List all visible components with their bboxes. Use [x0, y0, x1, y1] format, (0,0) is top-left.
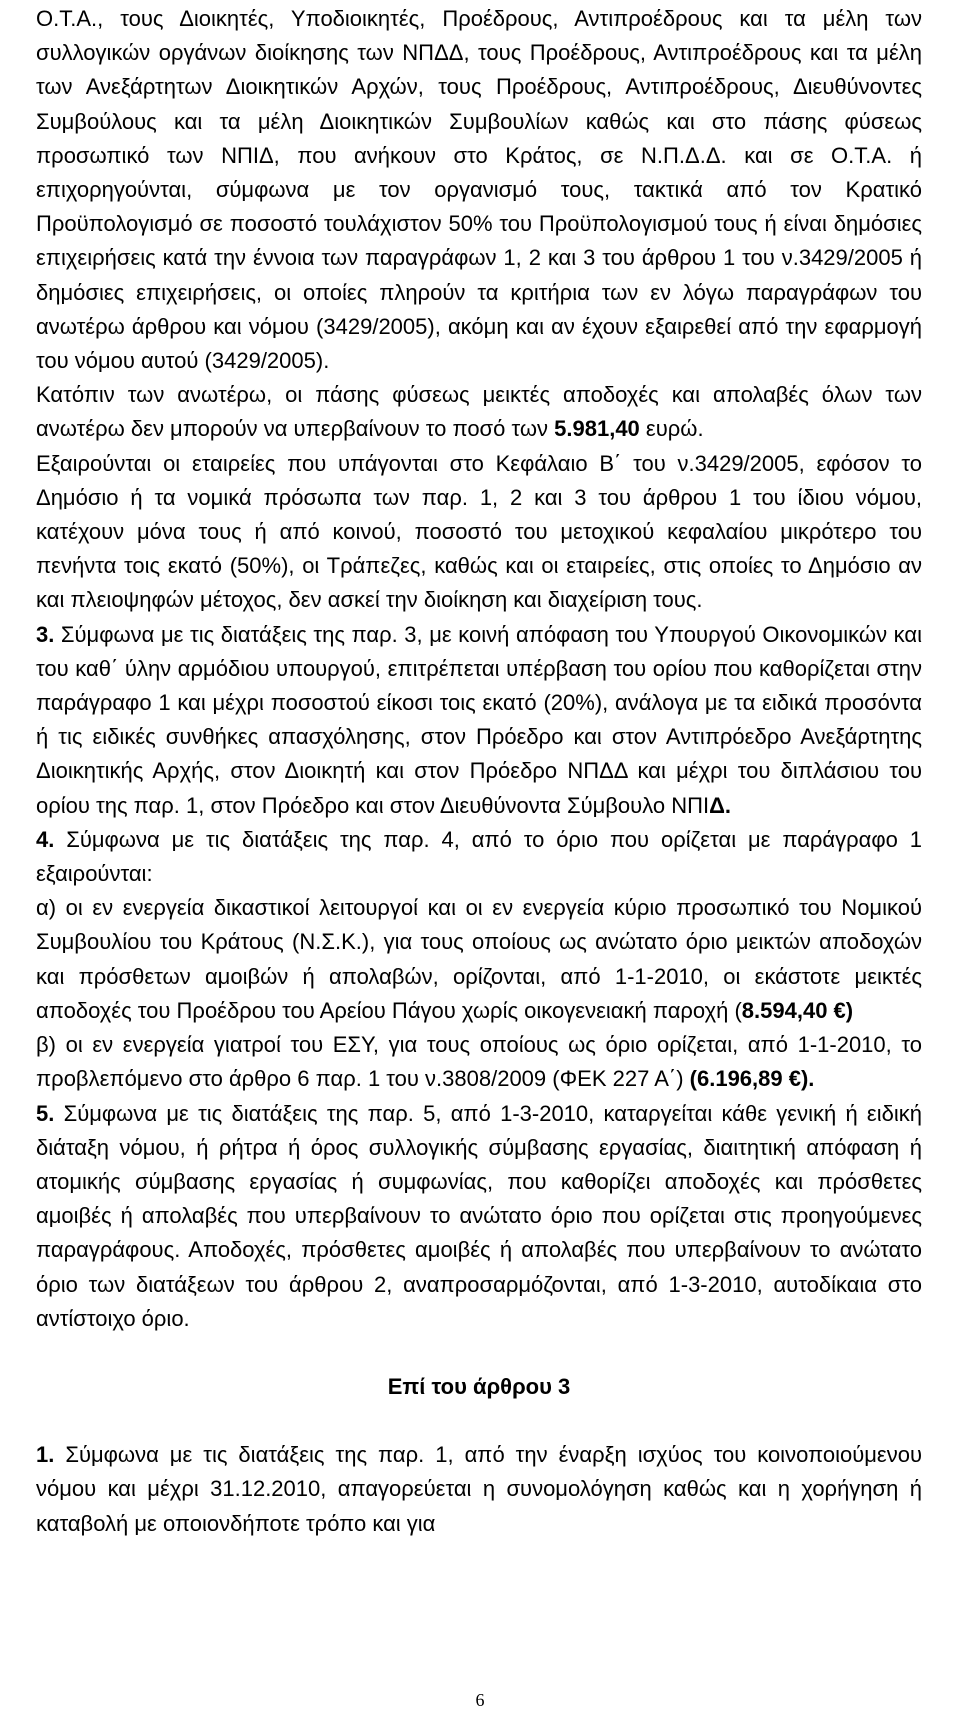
paragraph-4-item-a — [36, 891, 922, 1028]
paragraph-4-text: Σύμφωνα με τις διατάξεις της παρ. 4, από το όριο που ορίζεται με παράγραφο 1 εξαιρούνται: — [36, 826, 922, 887]
paragraph-5-number: 5. — [36, 1100, 55, 1126]
salary-cap-text: Κατόπιν των ανωτέρω, οι πάσης φύσεως μεικτές αποδοχές και απολαβές όλων των ανωτέρω δεν μπορούν να υπερβαίνουν το ποσό των — [36, 382, 922, 442]
item-a-text: α) οι εν ενεργεία δικαστικοί λειτουργοί και οι εν ενεργεία κύριο προσωπικό του Νομικού Συμβουλίου του Κράτους (Ν.Σ.Κ.), για τους οποίους ως ανώτατο όριο μεικτών αποδοχών και πρόσθετων αμοιβών ή απολαβών, ορίζονται, από 1-1-2010, οι εκάστοτε μεικτές αποδοχές του Προέδρου του Αρείου Πάγου χωρίς οικογενειακή παροχή ( — [36, 895, 922, 1023]
salary-cap-amount: 5.981,40 — [554, 416, 640, 442]
page-number: 6 — [475, 1690, 485, 1710]
paragraph-4-number: 4. — [36, 826, 55, 852]
paragraph-3 — [36, 618, 922, 823]
paragraph-5 — [36, 1097, 922, 1336]
section-heading: Επί του άρθρου 3 — [387, 1373, 571, 1399]
item-b-text: β) οι εν ενεργεία γιατροί του ΕΣΥ, για τους οποίους ως όριο ορίζεται, από 1-1-2010, το προβλεπόμενο στο άρθρο 6 παρ. 1 του ν.3808/2009 (ΦΕΚ 227 Α΄) — [36, 1032, 922, 1092]
item-a-amount: 8.594,40 €) — [741, 997, 854, 1023]
paragraph-scope: Ο.Τ.Α., τους Διοικητές, Υποδιοικητές, Προέδρους, Αντιπροέδρους και τα μέλη των συλλογικών οργάνων διοίκησης των ΝΠΔΔ, τους Προέδρους, Αντιπροέδρους και τα μέλη των Ανεξάρτητων Διοικητικών Αρχών, τους Προέδρους, Αντιπροέδρους, Διευθύνοντες Συμβούλους και τα μέλη Διοικητικών Συμβουλίων καθώς και στο πάσης φύσεως προσωπικό των ΝΠΙΔ, που ανήκουν στο Κράτος, σε Ν.Π.Δ.Δ. και σε Ο.Τ.Α. ή επιχορηγούνται, σύμφωνα με τον οργανισμό τους, τακτικά από τον Κρατικό Προϋπολογισμό σε ποσοστό τουλάχιστον 50% του Προϋπολογισμού τους ή είναι δημόσιες επιχειρήσεις κατά την έννοια των παραγράφων 1, 2 και 3 του άρθρου 1 του ν.3429/2005 ή δημόσιες επιχειρήσεις, οι οποίες πληρούν τα κριτήρια των εν λόγω παραγράφων του ανωτέρω άρθρου και νόμου (3429/2005), ακόμη και αν έχουν εξαιρεθεί από την εφαρμογή του νόμου αυτού (3429/2005). — [36, 6, 922, 374]
paragraph-3-number: 3. — [36, 621, 55, 647]
article-3-paragraph-1-text: Σύμφωνα με τις διατάξεις της παρ. 1, από την έναρξη ισχύος του κοινοποιούμενου νόμου και μέχρι 31.12.2010, απαγορεύεται η συνομολόγηση καθώς και η χορήγηση ή καταβολή με οποιονδήποτε τρόπο και για — [36, 1442, 922, 1536]
article-3-paragraph-1-number: 1. — [36, 1442, 55, 1468]
article-3-paragraph-1 — [36, 1438, 922, 1541]
paragraph-4 — [36, 823, 922, 891]
paragraph-5-text: Σύμφωνα με τις διατάξεις της παρ. 5, από 1-3-2010, καταργείται κάθε γενική ή ειδική διάταξη νόμου, ή ρήτρα ή όρος συλλογικής σύμβασης εργασίας, διαιτητική απόφαση ή ατομικής σύμβασης εργασίας ή συμφωνίας, που καθορίζει αποδοχές και πρόσθετες αμοιβές ή απολαβές που υπερβαίνουν το ανώτατο όριο που ορίζεται στις προηγούμενες παραγράφους. Αποδοχές, πρόσθετες αμοιβές ή απολαβές που υπερβαίνουν το ανώτατο όριο των διατάξεων του άρθρου 2, αναπροσαρμόζονται, από 1-3-2010, αυτοδίκαια στο αντίστοιχο όριο. — [36, 1100, 922, 1331]
paragraph-4-item-b — [36, 1028, 922, 1096]
paragraph-3-text: Σύμφωνα με τις διατάξεις της παρ. 3, με κοινή απόφαση του Υπουργού Οικονομικών και του καθ΄ ύλην αρμόδιου υπουργού, επιτρέπεται υπέρβαση του ορίου που καθορίζεται στην παράγραφο 1 και μέχρι ποσοστού είκοσι τοις εκατό (20%), ανάλογα με τα ειδικά προσόντα ή τις ειδικές συνθήκες απασχόλησης, στον Πρόεδρο και στον Αντιπρόεδρο Ανεξάρτητης Διοικητικής Αρχής, στον Διοικητή και στον Πρόεδρο ΝΠΔΔ και μέχρι του διπλάσιου του ορίου της παρ. 1, στον Πρόεδρο και στον Διευθύνοντα Σύμβουλο ΝΠΙ — [36, 621, 922, 818]
paragraph-exemptions: Εξαιρούνται οι εταιρείες που υπάγονται στο Κεφάλαιο Β΄ του ν.3429/2005, εφόσον το Δημόσιο ή τα νομικά πρόσωπα των παρ. 1, 2 και 3 του άρθρου 1 του ίδιου νόμου, κατέχουν μόνα τους ή από κοινού, ποσοστό του μετοχικού κεφαλαίου μικρότερο του πενήντα τοις εκατό (50%), οι Τράπεζες, καθώς και οι εταιρείες, στις οποίες το Δημόσιο αν και πλειοψηφών μέτοχος, δεν ασκεί την διοίκηση και διαχείριση τους. — [36, 450, 922, 613]
salary-cap-end: ευρώ. — [639, 416, 704, 442]
item-b-amount: (6.196,89 €). — [689, 1066, 815, 1092]
paragraph-3-end: Δ. — [709, 792, 732, 818]
paragraph-salary-cap — [36, 378, 922, 446]
